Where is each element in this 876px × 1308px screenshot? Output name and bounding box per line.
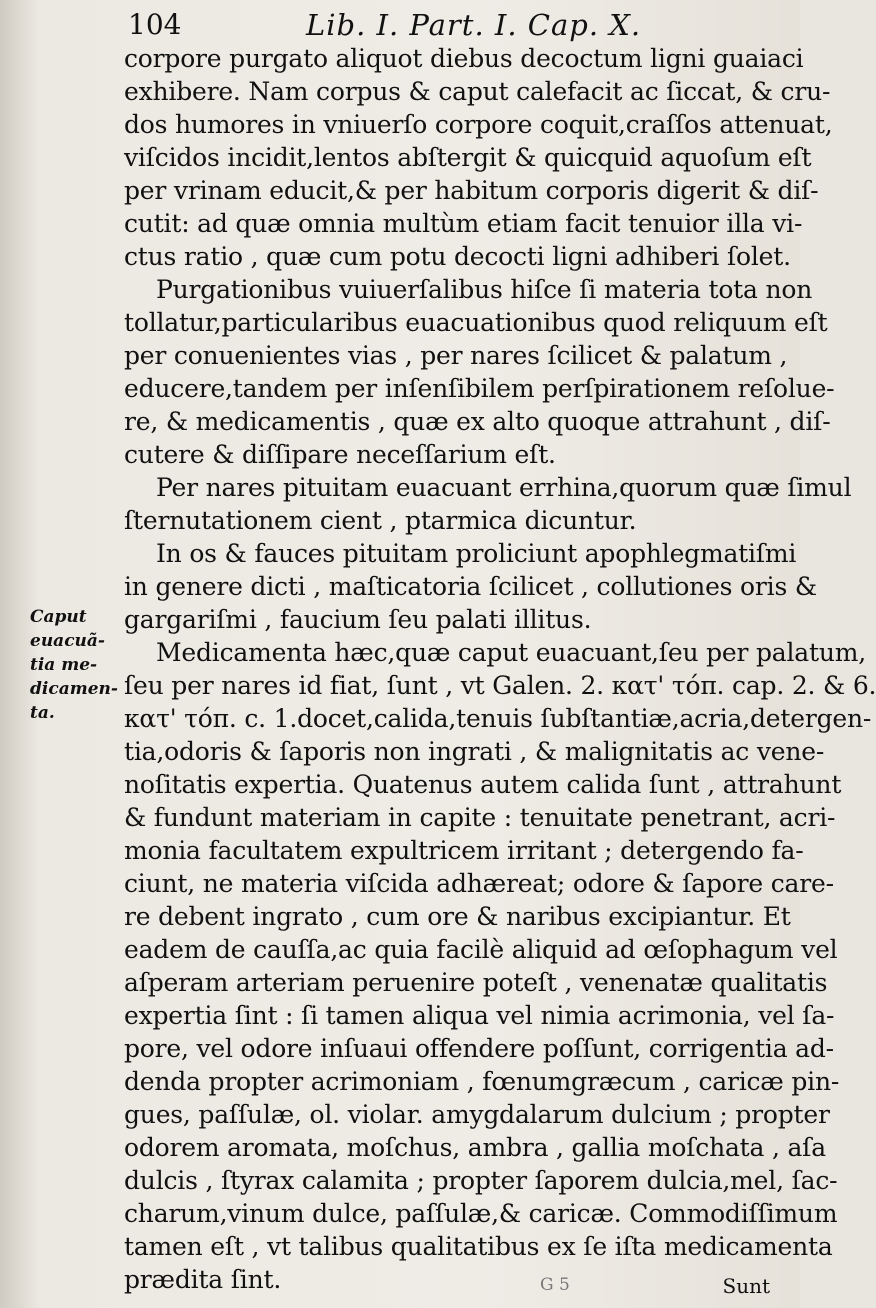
text-line: exhibere. Nam corpus & caput calefacit ac ſiccat, & cru- [124,77,831,106]
text-line: noſitatis expertia. Quatenus autem calida ſunt , attrahunt [124,770,842,799]
text-line: charum,vinum dulce, paſſulæ,& caricæ. Commodiſſimum [124,1199,838,1228]
text-line: Per nares pituitam euacuant errhina,quorum quæ ſimul [156,473,852,502]
signature-mark: G 5 [540,1275,570,1295]
text-line: & fundunt materiam in capite : tenuitate penetrant, acri- [124,803,836,832]
text-line: corpore purgato aliquot diebus decoctum ligni guaiaci [124,44,804,73]
catchword: Sunt [722,1274,770,1298]
main-text [124,42,876,1296]
text-line: dulcis , ſtyrax calamita ; propter ſaporem dulcia,mel, ſac- [124,1166,838,1195]
text-line: expertia ſint : ſi tamen aliqua vel nimia acrimonia, vel ſa- [124,1001,835,1030]
text-line: pore, vel odore inſuaui offendere poſſunt, corrigentia ad- [124,1034,834,1063]
text-line: gargariſmi , faucium ſeu palati illitus. [124,605,592,634]
text-line: Purgationibus vuiuerſalibus hiſce ſi materia tota non [156,275,813,304]
text-line: in genere dicti , maſticatoria ſcilicet , collutiones oris & [124,572,817,601]
margin-note-line: Caput [30,607,87,627]
text-line: ctus ratio , quæ cum potu decocti ligni adhiberi ſolet. [124,242,791,271]
text-line: cutere & diſſipare neceſſarium eſt. [124,440,556,469]
text-line: re, & medicamentis , quæ ex alto quoque attrahunt , diſ- [124,407,831,436]
margin-note-line: dicamen- [30,679,118,699]
text-line: κατ' τόπ. c. 1.docet,calida,tenuis ſubſtantiæ,acria,detergen- [124,704,872,733]
text-line: per conuenientes vias , per nares ſcilicet & palatum , [124,341,788,370]
text-line: tamen eſt , vt talibus qualitatibus ex ſe iſta medicamenta [124,1232,833,1261]
text-line: prædita ſint. [124,1265,282,1294]
text-line: per vrinam educit,& per habitum corporis digerit & diſ- [124,176,819,205]
text-line: tia,odoris & ſaporis non ingrati , & malignitatis ac vene- [124,737,825,766]
text-line: re debent ingrato , cum ore & naribus excipiantur. Et [124,902,791,931]
text-line: tollatur,particularibus euacuationibus quod reliquum eſt [124,308,828,337]
text-line: monia facultatem expultricem irritant ; detergendo fa- [124,836,804,865]
text-line: denda propter acrimoniam , fœnumgræcum , caricæ pin- [124,1067,840,1096]
text-line: educere,tandem per inſenſibilem perſpirationem reſolue- [124,374,835,403]
margin-note-line: euacuã- [30,631,105,651]
text-line: gues, paſſulæ, ol. violar. amygdalarum dulcium ; propter [124,1100,830,1129]
text-line: In os & fauces pituitam proliciunt apophlegmatiſmi [156,539,797,568]
page-number: 104 [128,8,182,41]
text-line: aſperam arteriam peruenire poteſt , venenatæ qualitatis [124,968,828,997]
page-header [128,8,768,42]
text-line: ſeu per nares id fiat, ſunt , vt Galen. 2. κατ' τόπ. cap. 2. & 6. [124,671,876,700]
running-title: Lib. I. Part. I. Cap. X. [306,8,642,42]
text-line: ſternutationem cient , ptarmica dicuntur. [124,506,637,535]
margin-note-line: tia me- [30,655,98,675]
text-line: Medicamenta hæc,quæ caput euacuant,ſeu per palatum, [156,638,867,667]
text-line: dos humores in vniuerſo corpore coquit,craſſos attenuat, [124,110,833,139]
text-line: cutit: ad quæ omnia multùm etiam facit tenuior illa vi- [124,209,803,238]
text-line: odorem aromata, moſchus, ambra , gallia moſchata , aſa [124,1133,826,1162]
margin-note [30,605,122,725]
margin-note-line: ta. [30,703,55,723]
text-line: ciunt, ne materia viſcida adhæreat; odore & ſapore care- [124,869,834,898]
text-line: viſcidos incidit,lentos abſtergit & quicquid aquoſum eſt [124,143,812,172]
text-line: eadem de cauſſa,ac quia facilè aliquid ad œſophagum vel [124,935,838,964]
